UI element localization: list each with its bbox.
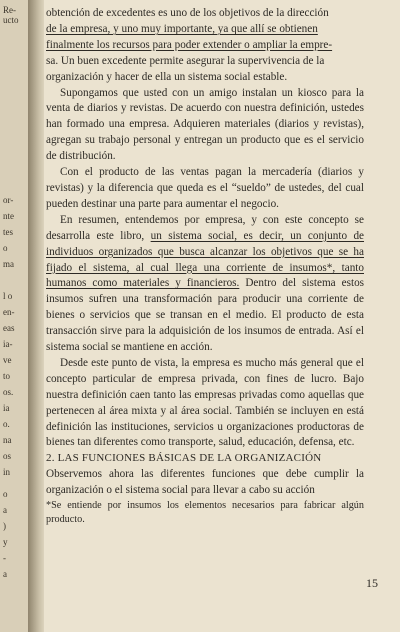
margin-fragment: to (3, 371, 11, 381)
adjacent-page-edge (0, 0, 30, 632)
margin-fragment: l o (3, 291, 13, 301)
text-line: de la empresa, y uno muy importante, ya que allí se obtienen (46, 22, 318, 35)
definition-intro: En resumen, entendemos por empresa, y con este concepto se desarrolla este libro, (46, 213, 364, 242)
margin-fragment: os. (3, 387, 14, 397)
margin-fragment: - (3, 553, 6, 563)
margin-fragment: ve (3, 355, 12, 365)
definition-rest: Dentro del sistema estos insumos sufren una transformación para producir una corriente de bienes o servicios que se transan en el medio. El producto de esta transacción sirve para la adquisición de los insumos de entrada. Así el sistema social se mantiene en acción. (46, 277, 365, 354)
margin-fragment: ia- (3, 339, 13, 349)
margin-fragment: o (3, 243, 8, 253)
margin-fragment: na (3, 435, 12, 445)
page-text (46, 6, 364, 526)
paragraph-definition (46, 213, 364, 356)
margin-fragment: a (3, 505, 7, 515)
paragraph: Con el producto de las ventas pagan la mercadería (diarios y revistas) y la diferencia que queda es el “sueldo” de ustedes, del cual pueden destinar una parte para aumentar el negocio. (46, 166, 364, 210)
footnote: *Se entiende por insumos los elementos necesarios para fabricar algún producto. (46, 500, 364, 525)
margin-fragment: eas (3, 323, 15, 333)
text-line: finalmente los recursos para poder extender o ampliar la empre- (46, 38, 333, 51)
margin-fragment: a (3, 569, 7, 579)
paragraph: Desde este punto de vista, la empresa es mucho más general que el concepto particular de empresa privada, con fines de lucro. Bajo nuestra definición caen tanto las empresas privadas como aquellas que pertenecen al área mixta y al área social. También se incluyen en está definición las instituciones, servicios u organizaciones productoras de bienes tan diferentes como transporte, salud, educación, defensa, etc. (46, 356, 364, 449)
margin-fragment: os (3, 451, 12, 461)
text-line: sa. Un buen excedente permite asegurar la supervivencia de la (46, 54, 325, 67)
text-line: obtención de excedentes es uno de los objetivos de la dirección (46, 7, 329, 19)
margin-fragment: y (3, 537, 8, 547)
margin-fragment: ucto (3, 15, 19, 25)
margin-fragment: tes (3, 227, 13, 237)
margin-fragment: o. (3, 419, 10, 429)
page-number: 15 (366, 576, 378, 590)
margin-fragment: ma (3, 259, 14, 269)
margin-fragment: en- (3, 307, 15, 317)
section-heading: 2. LAS FUNCIONES BÁSICAS DE LA ORGANIZACIÓN (46, 452, 322, 465)
definition-underlined: un sistema social, es decir, un conjunto de individuos organizados que busca alcanzar los objetivos que se ha fijado el sistema, al cual llega una corriente de insumos*, tanto humanos como materiales y financieros. (46, 229, 365, 290)
margin-fragment: ) (3, 521, 6, 531)
margin-fragment: Re- (3, 5, 16, 15)
paragraph: Observemos ahora las diferentes funciones que debe cumplir la organización o el sistema social para llevar a cabo su acción (46, 468, 364, 497)
text-line: organización y hacer de ella un sistema social estable. (46, 70, 288, 83)
paragraph: Supongamos que usted con un amigo instalan un kiosco para la venta de diarios y revistas. De acuerdo con nuestra definición, ustedes han formado una empresa. Adquieren materiales (diarios y revistas), agregan su trabajo personal y entregan un producto que es el servicio de distribución. (46, 86, 364, 163)
margin-fragment: nte (3, 211, 14, 221)
margin-fragment: o (3, 489, 8, 499)
margin-fragment: ia (3, 403, 10, 413)
margin-fragment: in (3, 467, 11, 477)
margin-fragment: or- (3, 195, 14, 205)
